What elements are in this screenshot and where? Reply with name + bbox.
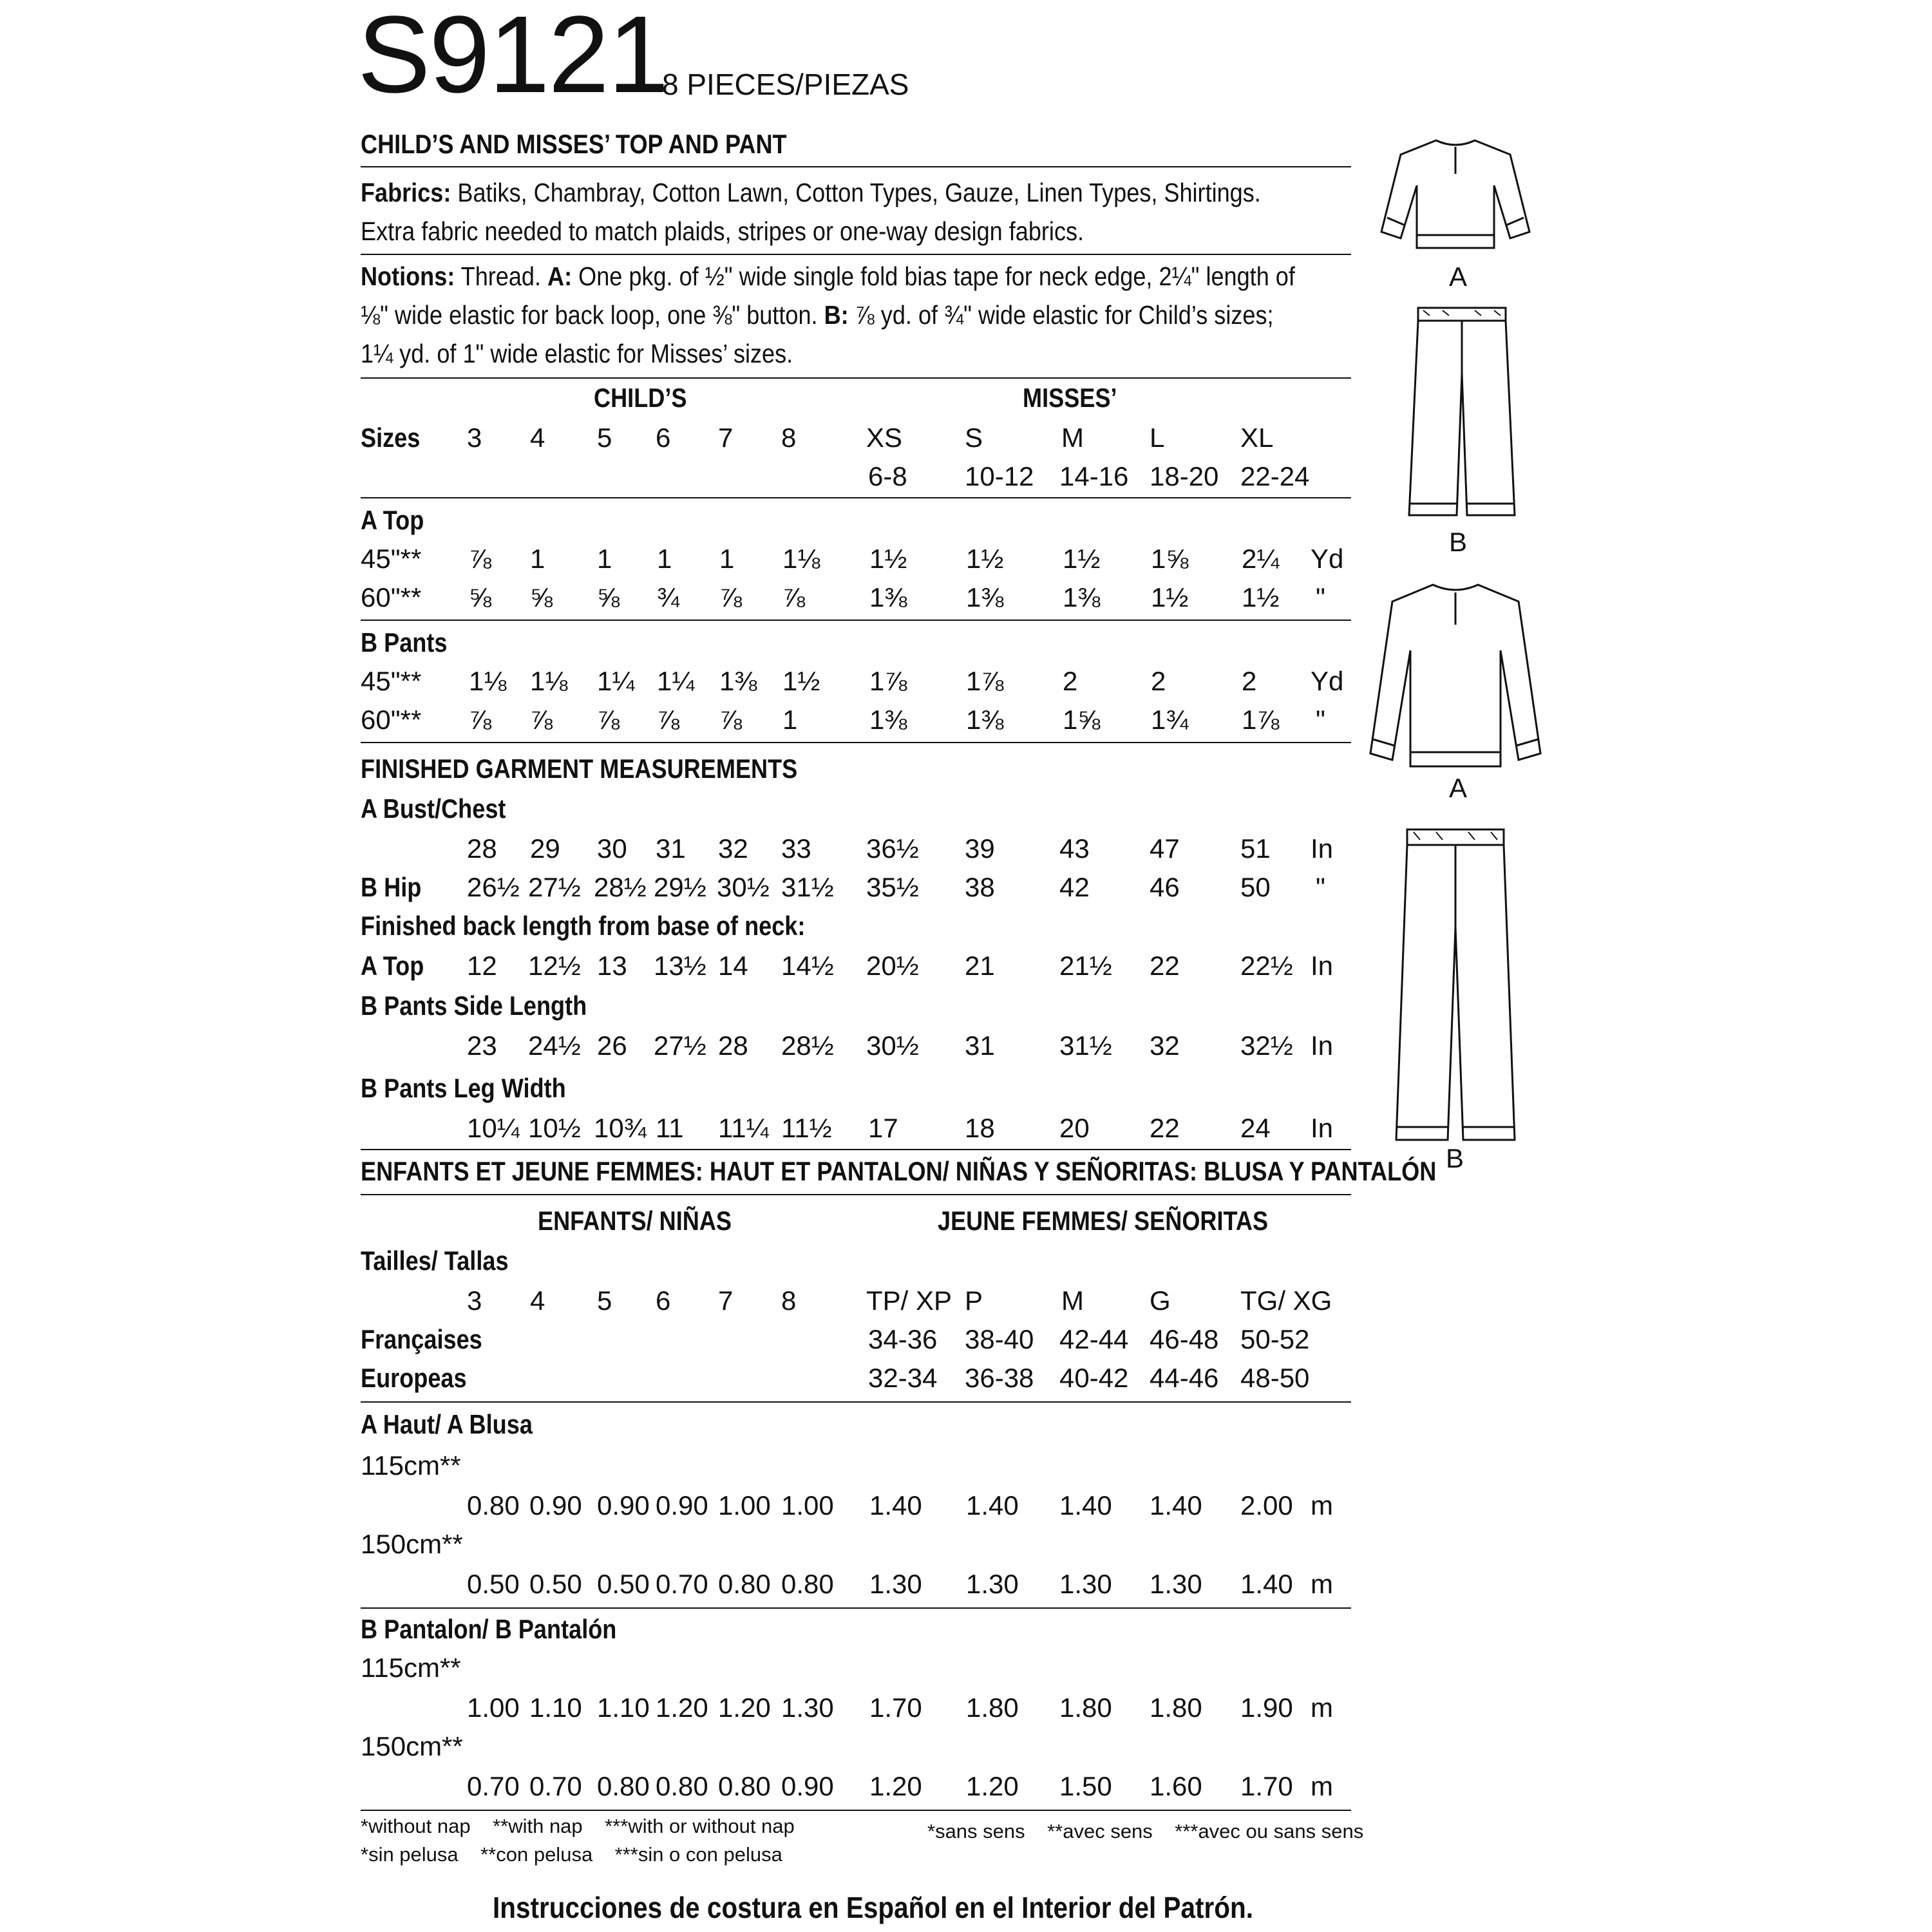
- width-label: 115cm**: [361, 1653, 461, 1683]
- notions-text: ⅛" wide elastic for back loop, one ⅜" button.: [361, 300, 824, 330]
- cell: 7: [718, 422, 734, 453]
- cell: M: [1061, 1285, 1084, 1316]
- cell: 1.40: [1059, 1490, 1112, 1520]
- cell: 13½: [654, 951, 706, 981]
- metric-width-row: [0, 1450, 1385, 1486]
- cell: 1½: [782, 666, 820, 696]
- cell: 0.70: [529, 1771, 582, 1801]
- width-label: 45"**: [361, 666, 422, 696]
- cell: 21½: [1059, 951, 1112, 981]
- cell: 32: [1150, 1030, 1180, 1061]
- yardage-row: [0, 705, 1385, 741]
- finished-heading: FINISHED GARMENT MEASUREMENTS: [361, 753, 798, 784]
- cell: 22: [1150, 1113, 1180, 1143]
- cell: S: [965, 422, 983, 453]
- cell: 35½: [866, 872, 919, 902]
- cell: 46-48: [1150, 1324, 1219, 1354]
- cell: 29½: [654, 872, 706, 902]
- cell: ¾: [657, 582, 680, 612]
- cell: 12: [467, 951, 497, 981]
- b-pants-label: B Pants: [361, 627, 448, 658]
- francaises-row: [0, 1324, 1385, 1360]
- cell: 12½: [528, 951, 581, 981]
- cell: 1.00: [467, 1692, 520, 1723]
- view-a-label: A: [1449, 261, 1468, 292]
- cell: L: [1150, 422, 1165, 453]
- cell: 10½: [528, 1113, 581, 1143]
- cell: 28½: [781, 1030, 834, 1061]
- cell: P: [965, 1285, 983, 1316]
- sizes-label: Sizes: [361, 422, 421, 453]
- cell: 1.20: [718, 1692, 771, 1723]
- cell: 1.80: [1059, 1692, 1112, 1723]
- cell: 1.50: [1059, 1771, 1112, 1801]
- bust-row: [0, 833, 1385, 869]
- cell: 5: [597, 422, 612, 453]
- width-label: 60"**: [361, 705, 422, 735]
- cell: XL: [1240, 422, 1274, 453]
- group-misses: MISSES’: [1023, 383, 1117, 413]
- divider: [361, 254, 1351, 255]
- cell: ⅞: [782, 582, 806, 612]
- divider: [361, 166, 1351, 167]
- cell: 6: [656, 1285, 671, 1316]
- cell: 30½: [717, 872, 770, 902]
- cell: 1: [597, 544, 612, 574]
- cell: 38-40: [965, 1324, 1034, 1354]
- cell: 40-42: [1059, 1363, 1129, 1393]
- view-b-child-pants-sketch: [1404, 303, 1520, 528]
- group-child: CHILD’S: [594, 383, 687, 413]
- cell: 0.80: [656, 1771, 708, 1801]
- cell: 1.60: [1150, 1771, 1202, 1801]
- cell: 2: [1151, 666, 1166, 696]
- cell: 30: [597, 833, 627, 864]
- cell: 42-44: [1059, 1324, 1129, 1354]
- cell: 1⅞: [869, 666, 907, 696]
- cell: 1¼: [657, 666, 695, 696]
- cell: 17: [868, 1113, 898, 1143]
- width-label: 150cm**: [361, 1529, 463, 1559]
- view-b-label: B: [1449, 527, 1468, 557]
- cell: 1.90: [1240, 1692, 1293, 1723]
- cell: 1.00: [718, 1490, 771, 1520]
- cell: 18-20: [1150, 461, 1219, 491]
- cell: 0.80: [467, 1490, 520, 1520]
- cell: 0.80: [718, 1771, 771, 1801]
- view-b-misses-pants-sketch: [1391, 824, 1520, 1146]
- cell: 51: [1240, 833, 1271, 864]
- cell: 1.30: [781, 1692, 834, 1723]
- unit: Yd: [1311, 666, 1344, 696]
- cell: 26½: [467, 872, 520, 902]
- cell: 1½: [1063, 544, 1101, 574]
- cell: ⅞: [469, 544, 492, 574]
- a-top-label: A Top: [361, 505, 424, 535]
- view-a-child-top-sketch: [1378, 135, 1533, 258]
- cell: 31: [965, 1030, 995, 1061]
- cell: 22½: [1240, 951, 1293, 981]
- cell: 1.70: [1240, 1771, 1293, 1801]
- cell: 1.20: [966, 1771, 1019, 1801]
- cell: 0.50: [467, 1569, 520, 1599]
- cell: 1.80: [966, 1692, 1019, 1723]
- cell: ⅝: [530, 582, 553, 612]
- cell: 48-50: [1240, 1363, 1310, 1393]
- fabrics-line-2: Extra fabric needed to match plaids, stripes or one-way design fabrics.: [361, 216, 1084, 246]
- cell: 34-36: [868, 1324, 938, 1354]
- cell: 0.90: [529, 1490, 582, 1520]
- cell: 1.20: [869, 1771, 922, 1801]
- cell: 1⅛: [530, 666, 568, 696]
- cell: ⅞: [469, 705, 492, 735]
- cell: 1.20: [656, 1692, 708, 1723]
- back-length-label: Finished back length from base of neck:: [361, 911, 806, 941]
- unit: Yd: [1311, 544, 1344, 574]
- cell: 1⅜: [719, 666, 757, 696]
- cell: G: [1150, 1285, 1171, 1316]
- cell: 1: [657, 544, 672, 574]
- cell: 14: [718, 951, 748, 981]
- footnote-es: *sin pelusa **con pelusa ***sin o con pelusa: [361, 1843, 782, 1866]
- metric-yardage-row: [0, 1569, 1385, 1605]
- cell: 28½: [594, 872, 647, 902]
- pattern-number: S9121: [357, 0, 668, 116]
- notions-text: Thread.: [455, 261, 548, 291]
- cell: 1⅞: [1242, 705, 1280, 735]
- cell: 26: [597, 1030, 627, 1061]
- metric-width-row: [0, 1529, 1385, 1565]
- cell: ⅝: [597, 582, 620, 612]
- bust-label: A Bust/Chest: [361, 793, 506, 824]
- pattern-title: CHILD’S AND MISSES’ TOP AND PANT: [361, 129, 787, 159]
- cell: 13: [597, 951, 627, 981]
- cell: 18: [965, 1113, 995, 1143]
- cell: 10-12: [965, 461, 1034, 491]
- b-pantalon-label: B Pantalon/ B Pantalón: [361, 1614, 617, 1644]
- unit: ": [1316, 705, 1325, 735]
- notions-line-3: 1¼ yd. of 1" wide elastic for Misses’ sizes.: [361, 339, 793, 368]
- pieces-count: 8 PIECES/PIEZAS: [662, 68, 909, 101]
- cell: 1: [782, 705, 798, 735]
- footnote-fr: *sans sens **avec sens ***avec ou sans sens: [927, 1820, 1364, 1842]
- cell: 1: [719, 544, 735, 574]
- a-haut-label: A Haut/ A Blusa: [361, 1409, 533, 1439]
- yardage-row: [0, 666, 1385, 702]
- leg-width-row: [0, 1113, 1385, 1149]
- unit: m: [1311, 1569, 1333, 1599]
- a-top-length-row: [0, 951, 1385, 987]
- cell: 1¾: [1151, 705, 1189, 735]
- cell: 39: [965, 833, 995, 864]
- cell: 11¼: [718, 1113, 769, 1143]
- cell: 32½: [1240, 1030, 1293, 1061]
- divider: [361, 497, 1351, 498]
- cell: 3: [467, 422, 482, 453]
- cell: 0.70: [467, 1771, 520, 1801]
- misses-numeric-row: [0, 461, 1385, 497]
- metric-title: ENFANTS ET JEUNE FEMMES: HAUT ET PANTALON/ NIÑAS Y SEÑORITAS: BLUSA Y PANTALÓN: [361, 1156, 1437, 1186]
- cell: 1⅝: [1063, 705, 1101, 735]
- cell: 21: [965, 951, 995, 981]
- cell: 1.40: [1240, 1569, 1293, 1599]
- cell: 6: [656, 422, 671, 453]
- cell: 29: [530, 833, 560, 864]
- cell: 47: [1150, 833, 1180, 864]
- cell: XS: [866, 422, 903, 453]
- view-b-label: B: [1446, 1143, 1464, 1173]
- cell: 20½: [866, 951, 919, 981]
- notions-b-label: B:: [824, 300, 849, 330]
- cell: 30½: [866, 1030, 919, 1061]
- cell: 2¼: [1242, 544, 1280, 574]
- unit: ": [1316, 872, 1325, 902]
- cell: 27½: [654, 1030, 706, 1061]
- metric-yardage-row: [0, 1490, 1385, 1526]
- metric-width-row: [0, 1653, 1385, 1689]
- cell: 0.80: [781, 1569, 834, 1599]
- sizes-row: [0, 422, 1385, 459]
- cell: 22: [1150, 951, 1180, 981]
- notions-a-label: A:: [547, 261, 573, 291]
- cell: 42: [1059, 872, 1090, 902]
- cell: 31½: [1059, 1030, 1112, 1061]
- francaises-label: Françaises: [361, 1324, 482, 1354]
- unit: In: [1311, 1030, 1334, 1061]
- cell: 0.90: [781, 1771, 834, 1801]
- cell: 20: [1059, 1113, 1090, 1143]
- cell: 43: [1059, 833, 1090, 864]
- cell: ⅝: [469, 582, 492, 612]
- leg-width-label: B Pants Leg Width: [361, 1073, 566, 1103]
- europeas-label: Europeas: [361, 1363, 467, 1393]
- cell: 1.30: [1059, 1569, 1112, 1599]
- notions-line-2: [361, 300, 1274, 330]
- cell: 4: [530, 422, 545, 453]
- divider: [361, 1607, 1351, 1609]
- notions-text: One pkg. of ½" wide single fold bias tape for neck edge, 2¼" length of: [572, 261, 1295, 291]
- cell: 1½: [869, 544, 907, 574]
- divider: [361, 620, 1351, 621]
- tailles-label: Tailles/ Tallas: [361, 1245, 509, 1276]
- cell: 0.50: [529, 1569, 582, 1599]
- hip-label: B Hip: [361, 872, 422, 902]
- cell: 36½: [866, 833, 919, 864]
- cell: 1⅛: [782, 544, 820, 574]
- cell: 1.10: [529, 1692, 582, 1723]
- cell: 1⅜: [966, 705, 1004, 735]
- width-label: 45"**: [361, 544, 422, 574]
- cell: 7: [718, 1285, 734, 1316]
- width-label: 60"**: [361, 582, 422, 612]
- cell: ⅞: [530, 705, 553, 735]
- cell: 4: [530, 1285, 545, 1316]
- width-label: 150cm**: [361, 1731, 463, 1761]
- cell: 1.10: [597, 1692, 650, 1723]
- cell: 1½: [966, 544, 1004, 574]
- cell: 8: [781, 422, 797, 453]
- cell: 3: [467, 1285, 482, 1316]
- notions-label: Notions:: [361, 261, 455, 291]
- cell: 8: [781, 1285, 797, 1316]
- cell: 0.80: [597, 1771, 650, 1801]
- cell: 1⅞: [966, 666, 1004, 696]
- hip-row: [0, 872, 1385, 908]
- cell: 33: [781, 833, 811, 864]
- cell: 27½: [528, 872, 581, 902]
- metric-group-child: ENFANTS/ NIÑAS: [538, 1206, 732, 1236]
- unit: ": [1316, 582, 1325, 612]
- cell: 1⅜: [869, 582, 907, 612]
- cell: 10¼: [467, 1113, 520, 1143]
- cell: 50-52: [1240, 1324, 1310, 1354]
- unit: m: [1311, 1692, 1333, 1723]
- cell: 14-16: [1059, 461, 1129, 491]
- yardage-row: [0, 582, 1385, 618]
- cell: 1.70: [869, 1692, 922, 1723]
- cell: 1.30: [869, 1569, 922, 1599]
- cell: TP/ XP: [866, 1285, 952, 1316]
- cell: 2: [1063, 666, 1078, 696]
- metric-yardage-row: [0, 1692, 1385, 1728]
- cell: 11½: [781, 1113, 832, 1143]
- divider: [361, 1401, 1351, 1403]
- cell: 1⅜: [966, 582, 1004, 612]
- cell: 1⅜: [869, 705, 907, 735]
- view-a-label: A: [1449, 773, 1468, 803]
- cell: 1.30: [1150, 1569, 1202, 1599]
- divider: [361, 742, 1351, 743]
- cell: 1.30: [966, 1569, 1019, 1599]
- cell: 2.00: [1240, 1490, 1293, 1520]
- divider: [361, 1194, 1351, 1195]
- metric-sizes-row: [0, 1285, 1385, 1321]
- europeas-row: [0, 1363, 1385, 1399]
- cell: 36-38: [965, 1363, 1034, 1393]
- cell: 50: [1240, 872, 1271, 902]
- cell: 2: [1242, 666, 1257, 696]
- cell: 0.70: [656, 1569, 708, 1599]
- cell: 32: [718, 833, 748, 864]
- cell: ⅞: [719, 705, 743, 735]
- yardage-row: [0, 544, 1385, 580]
- fabrics-text: Batiks, Chambray, Cotton Lawn, Cotton Types, Gauze, Linen Types, Shirtings.: [451, 178, 1261, 207]
- cell: 11: [656, 1113, 684, 1143]
- notions-line-1: [361, 261, 1295, 292]
- notions-text: ⅞ yd. of ¾" wide elastic for Child’s sizes;: [848, 300, 1274, 330]
- cell: 44-46: [1150, 1363, 1219, 1393]
- cell: 1⅝: [1151, 544, 1189, 574]
- cell: 1.40: [1150, 1490, 1202, 1520]
- cell: 0.50: [597, 1569, 650, 1599]
- cell: ⅞: [719, 582, 743, 612]
- cell: 32-34: [868, 1363, 938, 1393]
- unit: In: [1311, 1113, 1334, 1143]
- cell: 1.40: [869, 1490, 922, 1520]
- unit: m: [1311, 1490, 1333, 1520]
- cell: 31½: [781, 872, 834, 902]
- footnote-en: *without nap **with nap ***with or without nap: [361, 1815, 795, 1837]
- cell: 22-24: [1240, 461, 1310, 491]
- cell: ⅞: [657, 705, 680, 735]
- width-label: 115cm**: [361, 1450, 461, 1481]
- cell: 1½: [1151, 582, 1189, 612]
- cell: 28: [718, 1030, 748, 1061]
- cell: 1⅛: [469, 666, 507, 696]
- cell: 24: [1240, 1113, 1271, 1143]
- cell: 1.40: [966, 1490, 1019, 1520]
- cell: 5: [597, 1285, 612, 1316]
- cell: 1⅜: [1063, 582, 1101, 612]
- spanish-instructions-note: Instrucciones de costura en Español en el Interior del Patrón.: [493, 1891, 1253, 1924]
- cell: 1.00: [781, 1490, 834, 1520]
- cell: 24½: [528, 1030, 581, 1061]
- cell: 23: [467, 1030, 497, 1061]
- divider: [361, 377, 1351, 379]
- unit: m: [1311, 1771, 1333, 1801]
- cell: 46: [1150, 872, 1180, 902]
- cell: 0.90: [656, 1490, 708, 1520]
- cell: 1: [530, 544, 545, 574]
- cell: ⅞: [597, 705, 620, 735]
- unit: In: [1311, 833, 1334, 864]
- cell: 1.80: [1150, 1692, 1202, 1723]
- fabrics-line-1: [361, 178, 1261, 208]
- view-a-misses-top-sketch: [1365, 580, 1546, 773]
- metric-group-misses: JEUNE FEMMES/ SEÑORITAS: [938, 1206, 1269, 1236]
- a-top-length-label: A Top: [361, 951, 424, 981]
- metric-yardage-row: [0, 1771, 1385, 1807]
- cell: TG/ XG: [1240, 1285, 1332, 1316]
- cell: 6-8: [868, 461, 907, 491]
- side-length-row: [0, 1030, 1385, 1066]
- cell: 28: [467, 833, 497, 864]
- divider: [361, 1810, 1351, 1811]
- cell: M: [1061, 422, 1084, 453]
- cell: 10¾: [594, 1113, 647, 1143]
- cell: 1½: [1242, 582, 1280, 612]
- metric-width-row: [0, 1731, 1385, 1767]
- cell: 31: [656, 833, 686, 864]
- fabrics-label: Fabrics:: [361, 178, 451, 207]
- unit: In: [1311, 951, 1334, 981]
- cell: 1¼: [597, 666, 635, 696]
- cell: 0.80: [718, 1569, 771, 1599]
- side-length-label: B Pants Side Length: [361, 990, 587, 1021]
- cell: 38: [965, 872, 995, 902]
- cell: 0.90: [597, 1490, 650, 1520]
- cell: 14½: [781, 951, 834, 981]
- divider: [361, 1149, 1351, 1150]
